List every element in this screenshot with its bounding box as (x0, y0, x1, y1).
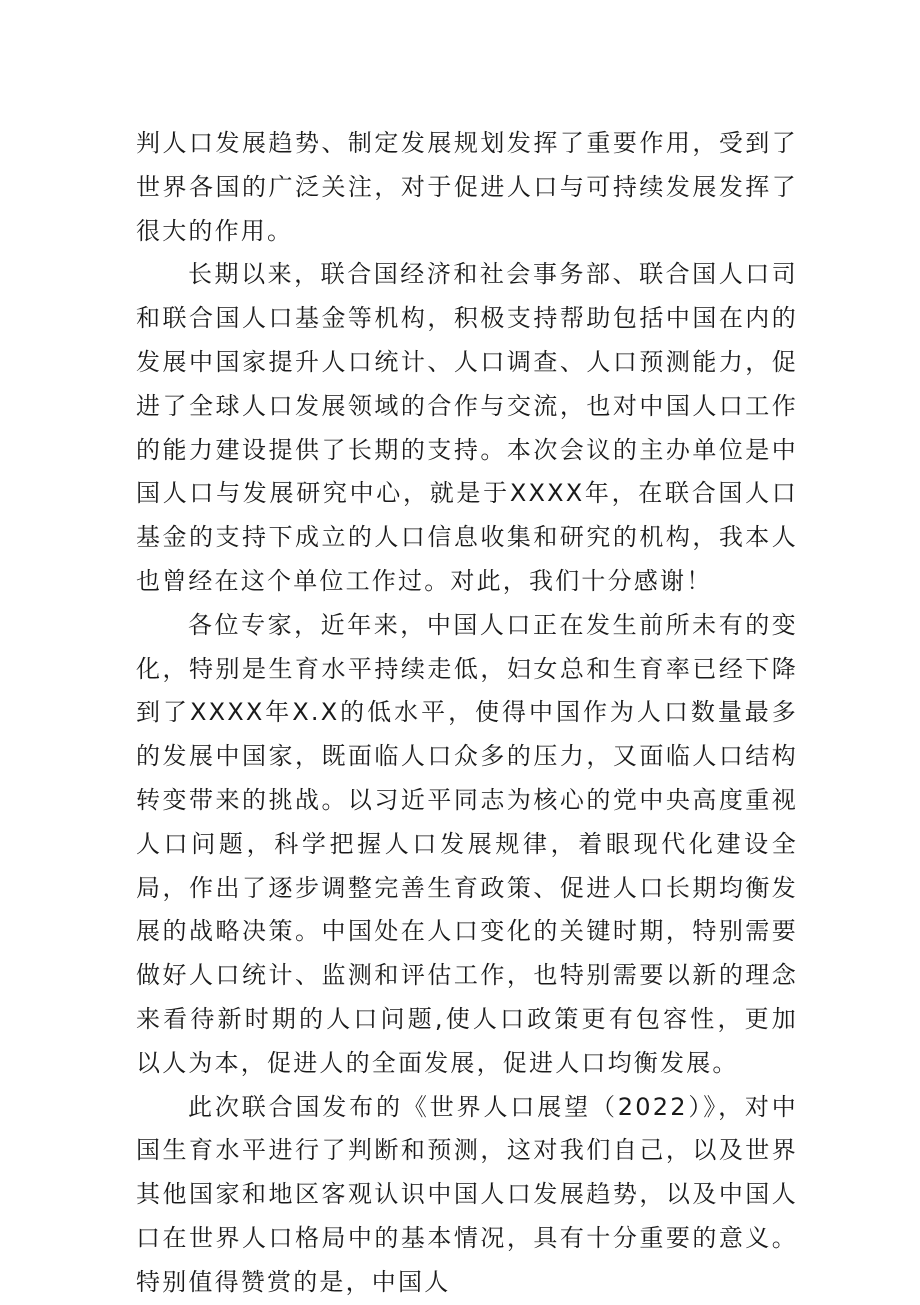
paragraph-2: 长期以来，联合国经济和社会事务部、联合国人口司和联合国人口基金等机构，积极支持帮助包括中国在内的发展中国家提升人口统计、人口调查、人口预测能力，促进了全球人口发展领域的合作与交流，也对中国人口工作的能力建设提供了长期的支持。本次会议的主办单位是中国人口与发展研究中心，就是于XXXX年，在联合国人口基金的支持下成立的人口信息收集和研究的机构，我本人也曾经在这个单位工作过。对此，我们十分感谢！ (136, 260, 798, 595)
paragraph-3: 各位专家，近年来，中国人口正在发生前所未有的变化，特别是生育水平持续走低，妇女总和生育率已经下降到了XXXX年X.X的低水平，使得中国作为人口数量最多的发展中国家，既面临人口众多的压力，又面临人口结构转变带来的挑战。以习近平同志为核心的党中央高度重视人口问题，科学把握人口发展规律，着眼现代化建设全局，作出了逐步调整完善生育政策、促进人口长期均衡发展的战略决策。中国处在人口变化的关键时期，特别需要做好人口统计、监测和评估工作，也特别需要以新的理念来看待新时期的人口问题,使人口政策更有包容性，更加以人为本，促进人的全面发展，促进人口均衡发展。 (136, 610, 798, 1077)
paragraph-1: 判人口发展趋势、制定发展规划发挥了重要作用，受到了世界各国的广泛关注，对于促进人口与可持续发展发挥了很大的作用。 (136, 129, 798, 245)
document-body (136, 122, 798, 1305)
paragraph-4: 此次联合国发布的《世界人口展望（2022）》，对中国生育水平进行了判断和预测，这对我们自己，以及世界其他国家和地区客观认识中国人口发展趋势，以及中国人口在世界人口格局中的基本情况，具有十分重要的意义。特别值得赞赏的是，中国人 (136, 1092, 798, 1296)
